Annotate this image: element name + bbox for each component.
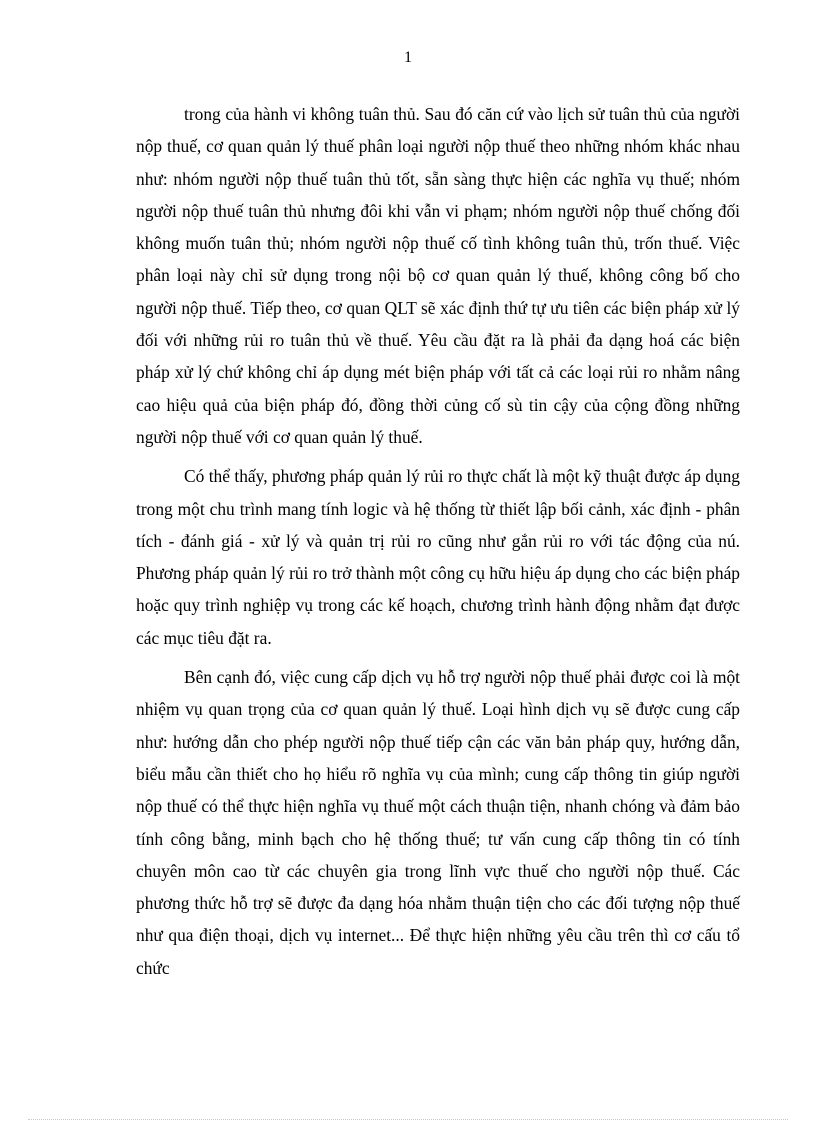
page-number: 1 bbox=[404, 49, 412, 66]
paragraph-3: Bên cạnh đó, việc cung cấp dịch vụ hỗ trợ người nộp thuế phải được coi là một nhiệm vụ quan trọng của cơ quan quản lý thuế. Loại hình dịch vụ sẽ được cung cấp như: hướng dẫn cho phép người nộp thuế tiếp cận các văn bản pháp quy, hướng dẫn, biểu mẫu cần thiết cho họ hiểu rõ nghĩa vụ của mình; cung cấp thông tin giúp người nộp thuế có thể thực hiện nghĩa vụ thuế một cách thuận tiện, nhanh chóng và đảm bảo tính công bằng, minh bạch cho hệ thống thuế; tư vấn cung cấp thông tin có tính chuyên môn cao từ các chuyên gia trong lĩnh vực thuế cho người nộp thuế. Các phương thức hỗ trợ sẽ được đa dạng hóa nhằm thuận tiện cho các đối tượng nộp thuế như qua điện thoại, dịch vụ internet... Để thực hiện những yêu cầu trên thì cơ cấu tổ chức bbox=[136, 667, 740, 978]
page-bottom-divider bbox=[28, 1119, 788, 1120]
paragraph-2: Có thể thấy, phương pháp quản lý rủi ro thực chất là một kỹ thuật được áp dụng trong một chu trình mang tính logic và hệ thống từ thiết lập bối cảnh, xác định - phân tích - đánh giá - xử lý và quản trị rủi ro cũng như gắn rủi ro với tác động của nú. Phương pháp quản lý rủi ro trở thành một công cụ hữu hiệu áp dụng cho các biện pháp hoặc quy trình nghiệp vụ trong các kế hoạch, chương trình hành động nhằm đạt được các mục tiêu đặt ra. bbox=[136, 466, 740, 648]
document-body bbox=[136, 98, 740, 991]
paragraph-1: trong của hành vi không tuân thủ. Sau đó căn cứ vào lịch sử tuân thủ của người nộp thuế, cơ quan quản lý thuế phân loại người nộp thuế theo những nhóm khác nhau như: nhóm người nộp thuế tuân thủ tốt, sẵn sàng thực hiện các nghĩa vụ thuế; nhóm người nộp thuế tuân thủ nhưng đôi khi vẫn vi phạm; nhóm người nộp thuế chống đối không muốn tuân thủ; nhóm người nộp thuế cố tình không tuân thủ, trốn thuế. Việc phân loại này chỉ sử dụng trong nội bộ cơ quan quản lý thuế, không công bố cho người nộp thuế. Tiếp theo, cơ quan QLT sẽ xác định thứ tự ưu tiên các biện pháp xử lý đối với những rủi ro tuân thủ về thuế. Yêu cầu đặt ra là phải đa dạng hoá các biện pháp xử lý chứ không chỉ áp dụng mét biện pháp với tất cả các loại rủi ro nhằm nâng cao hiệu quả của biện pháp đó, đồng thời củng cố sù tin cậy của cộng đồng những người nộp thuế với cơ quan quản lý thuế. bbox=[136, 104, 740, 447]
